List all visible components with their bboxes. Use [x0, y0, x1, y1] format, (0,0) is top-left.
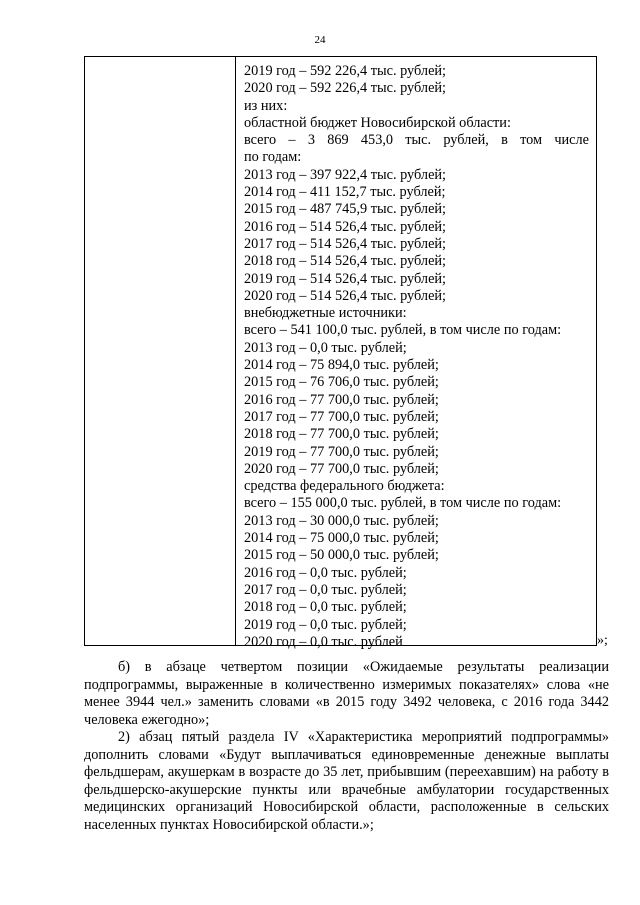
funding-line: 2013 год – 397 922,4 тыс. рублей; — [244, 166, 447, 183]
funding-line: 2018 год – 514 526,4 тыс. рублей; — [244, 253, 447, 270]
funding-line: 2016 год – 0,0 тыс. рублей; — [244, 564, 407, 581]
funding-line: средства федерального бюджета: — [244, 478, 445, 495]
funding-line: 2014 год – 75 000,0 тыс. рублей; — [244, 530, 439, 547]
funding-table — [84, 56, 597, 650]
amendment-paragraph-2 — [84, 729, 609, 834]
funding-line: 2020 год – 0,0 тыс. рублей — [244, 633, 403, 650]
funding-line: 2020 год – 514 526,4 тыс. рублей; — [244, 287, 447, 304]
funding-line: 2017 год – 0,0 тыс. рублей; — [244, 581, 407, 598]
funding-line: 2019 год – 77 700,0 тыс. рублей; — [244, 443, 439, 460]
funding-line: всего – 3 869 453,0 тыс. рублей, в том числе — [244, 132, 589, 149]
table-column-divider — [235, 57, 236, 645]
funding-line: 2014 год – 75 894,0 тыс. рублей; — [244, 357, 439, 374]
funding-line: внебюджетные источники: — [244, 305, 407, 322]
paragraph-text: б) в абзаце четвертом позиции «Ожидаемые результаты реализации подпрограммы, выраженные в количественно измеримых показателях» слова «не менее 3944 чел.» заменить словами «в 2015 году 3492 человека, с 2016 года 3442 человека ежегодно»; — [84, 659, 609, 728]
funding-line: 2018 год – 77 700,0 тыс. рублей; — [244, 426, 439, 443]
paragraph-text: 2) абзац пятый раздела IV «Характеристика мероприятий подпрограммы» дополнить словами «Будут выплачиваться единовременные денежные выплаты фельдшерам, акушеркам в возрасте до 35 лет, прибывшим (переехавшим) на работу в фельдшерско-акушерские пункты или врачебные амбулатории государственных медицинских организаций Новосибирской области, расположенные в сельских населенных пунктах Новосибирской области.»; — [84, 729, 609, 833]
page-number: 24 — [314, 34, 326, 46]
funding-line: 2015 год – 76 706,0 тыс. рублей; — [244, 374, 439, 391]
funding-line: всего – 155 000,0 тыс. рублей, в том числе по годам: — [244, 495, 562, 512]
funding-line: 2013 год – 0,0 тыс. рублей; — [244, 339, 407, 356]
funding-line: областной бюджет Новосибирской области: — [244, 114, 511, 131]
funding-line: всего – 541 100,0 тыс. рублей, в том числе по годам: — [244, 322, 562, 339]
funding-line: 2016 год – 77 700,0 тыс. рублей; — [244, 391, 439, 408]
closing-quote-mark: »; — [597, 633, 608, 648]
funding-line: 2019 год – 592 226,4 тыс. рублей; — [244, 63, 447, 79]
funding-line: 2020 год – 77 700,0 тыс. рублей; — [244, 460, 439, 477]
amendment-paragraph-b — [84, 659, 609, 729]
funding-line: 2018 год – 0,0 тыс. рублей; — [244, 599, 407, 616]
funding-line: 2019 год – 514 526,4 тыс. рублей; — [244, 270, 447, 287]
funding-line: из них: — [244, 97, 288, 114]
funding-line: 2015 год – 487 745,9 тыс. рублей; — [244, 201, 447, 218]
funding-line: 2014 год – 411 152,7 тыс. рублей; — [244, 184, 446, 201]
funding-line: 2019 год – 0,0 тыс. рублей; — [244, 616, 407, 633]
funding-line: 2013 год – 30 000,0 тыс. рублей; — [244, 512, 439, 529]
funding-line: 2016 год – 514 526,4 тыс. рублей; — [244, 218, 447, 235]
funding-line: 2015 год – 50 000,0 тыс. рублей; — [244, 547, 439, 564]
funding-line: 2017 год – 77 700,0 тыс. рублей; — [244, 408, 439, 425]
funding-line: 2017 год – 514 526,4 тыс. рублей; — [244, 235, 447, 252]
funding-details-cell — [244, 63, 589, 651]
funding-line: 2020 год – 592 226,4 тыс. рублей; — [244, 80, 447, 97]
funding-line: по годам: — [244, 149, 302, 166]
